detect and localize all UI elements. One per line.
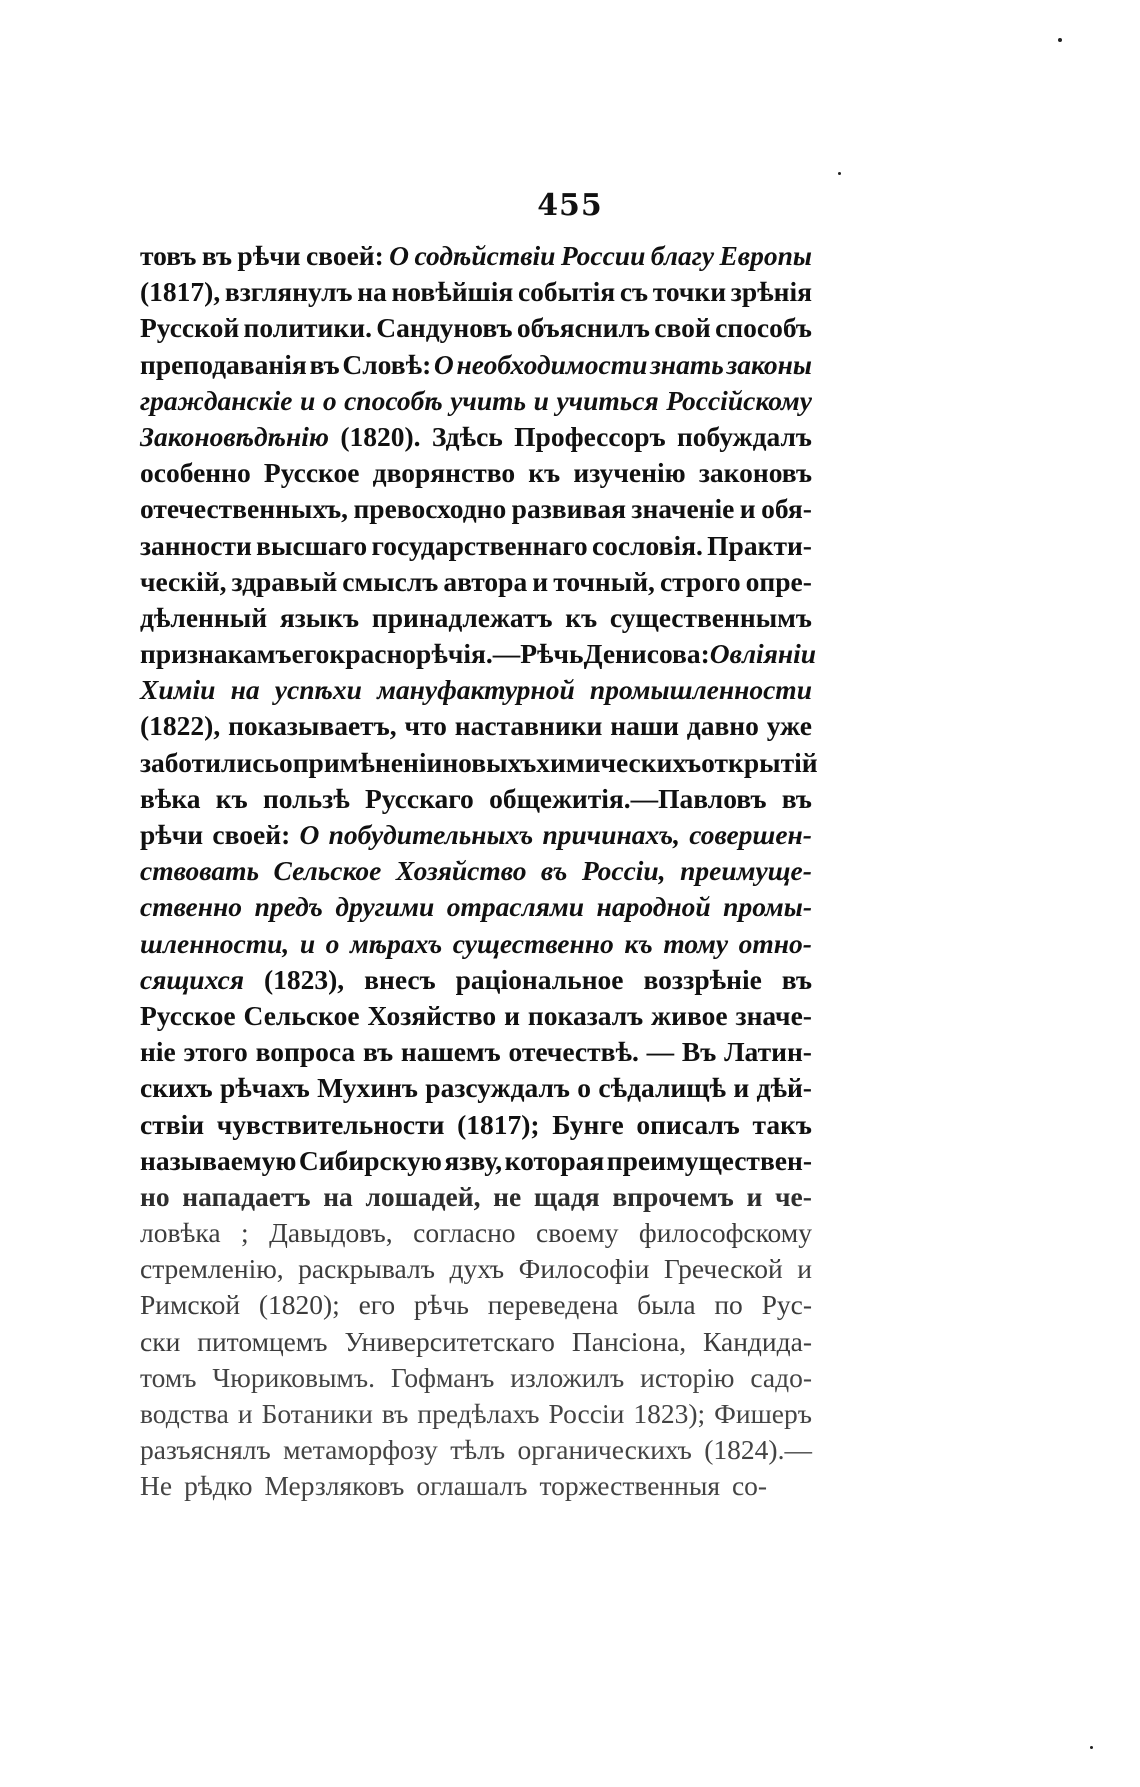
scan-speck [838,172,841,175]
text-line [140,1215,812,1251]
text-word: ствовать [140,855,260,887]
text-word: и [733,1072,750,1104]
text-word: пользѣ [262,782,350,814]
text-word: внесъ [364,963,436,995]
text-word: раціональное [455,963,624,995]
text-word: Фишеръ [714,1398,812,1429]
text-word: точный, [553,565,655,597]
text-word: обя- [761,493,812,525]
text-word: что [404,710,447,742]
text-word: вопроса [255,1036,356,1068]
text-line [140,1251,812,1287]
text-line [140,383,812,419]
text-word: ніе [140,1036,176,1068]
text-word: Греческой [663,1253,783,1285]
text-word: Русское [140,999,236,1031]
text-word: Европы [719,240,812,271]
text-word: о [322,384,337,416]
text-word: языкъ [279,601,360,633]
text-word: законовъ [698,457,812,489]
text-word: и [299,927,316,959]
text-word: общежитія.—Павловъ [489,782,767,814]
text-word: и [237,1398,253,1429]
text-word: взглянулъ [224,276,353,308]
text-word: въ [781,782,812,814]
text-word: язву, [444,1144,503,1176]
text-word: Законовѣдѣнію [140,420,329,452]
text-word: рѣчь [413,1289,469,1321]
text-line [140,1070,812,1106]
text-word: воззрѣніе [643,963,762,995]
text-word: рѣчахъ [219,1072,310,1104]
text-word: Мерзляковъ [264,1470,405,1502]
text-word: своему [536,1217,619,1249]
text-word: О [709,638,730,670]
text-word: не [493,1180,522,1212]
text-word: своей: [305,240,384,271]
text-word: точки [652,276,727,308]
text-word: Чюриковымъ. [212,1361,375,1393]
text-word: автора [443,565,528,597]
text-word: Хозяйство [367,999,497,1031]
text-word: примѣненіи [292,746,443,778]
text-word: наши [610,710,679,742]
text-word: раскрывалъ [298,1253,435,1285]
text-word: ловѣка [140,1217,221,1249]
text-word: мѣрахъ [349,927,443,959]
text-word: Денисова: [583,638,710,670]
text-word: сословія. [591,529,703,561]
text-word: Мухинъ [317,1072,418,1104]
text-word: шленности, [140,927,290,959]
text-word: Сельское [273,855,382,887]
text-word: необходимости [456,348,648,380]
text-word: (1823), [263,963,345,995]
text-line [140,781,812,817]
text-word: въ [540,855,568,887]
text-word: впрочемъ [612,1180,734,1212]
text-word: способъ [715,312,812,344]
text-line [140,1143,812,1179]
text-word: ствіи [140,1108,205,1140]
text-word: государственнаго [371,529,588,561]
text-line [140,310,812,346]
text-word: промы- [723,891,812,923]
text-word: въ [781,963,812,995]
text-word: сящихся [140,963,245,995]
text-line [140,817,812,853]
text-word: рѣчи [140,819,204,850]
text-word: стремленію, [140,1253,284,1285]
text-word: причинахъ, [542,819,680,850]
text-word: ски [140,1325,181,1357]
text-word: другими [335,891,435,923]
text-word: въ [362,1036,394,1068]
text-word: Русское [263,457,360,489]
text-word: че- [775,1180,812,1212]
text-word: химическихъ [536,746,702,778]
text-word: преимуществен- [606,1144,812,1176]
text-word: Рус- [761,1289,812,1321]
text-word: его [291,638,330,670]
text-word: высшаго [256,529,368,561]
text-word: своей: [212,819,291,850]
text-word: къ [215,782,248,814]
text-line [140,1034,812,1070]
text-line [140,274,812,310]
text-word: скихъ [140,1072,213,1104]
text-word: Россіи [548,1398,625,1429]
text-word: въ [201,240,233,271]
text-word: тому [663,927,729,959]
text-word: Ботаники [261,1398,373,1429]
text-word: торжественныя [539,1470,720,1502]
text-word: такъ [752,1108,812,1140]
text-word: Кандида- [703,1325,812,1357]
text-word: сѣдалищѣ [598,1072,726,1104]
text-word: и [533,384,549,416]
text-line [140,491,812,527]
text-word: дворянство [372,457,516,489]
text-word: О [299,819,320,850]
text-word: о [577,1072,592,1104]
text-word: Профессоръ [514,420,666,452]
text-word: водства [140,1398,229,1429]
text-word: занности [140,529,252,561]
body-text [140,238,818,1505]
text-word: на [230,674,260,706]
text-word: духъ [449,1253,505,1285]
text-word: исторію [640,1361,735,1393]
text-word: называемую [140,1144,297,1176]
text-word: (1822), [140,710,221,742]
text-word: по [714,1289,743,1321]
text-word: Практи- [707,529,812,561]
text-word: томъ [140,1361,197,1393]
text-word: новѣйшія [391,276,514,308]
text-word: благу [650,240,715,271]
text-word: признакамъ [140,638,292,670]
text-word: садо- [750,1361,812,1393]
text-word: (1820); [258,1289,340,1321]
text-word: Пансіона, [571,1325,687,1357]
text-word: разъяснялъ [140,1434,271,1466]
text-word: Россійскому [666,384,812,416]
text-word: Университетскаго [344,1325,555,1357]
text-word: содѣйствіи [414,240,556,271]
text-word: гражданскіе [140,384,293,416]
text-word: существенно [452,927,614,959]
scan-speck [1058,38,1062,42]
text-word: Бунге [552,1108,624,1140]
text-word: Русскаго [364,782,474,814]
text-word: вѣка [140,782,201,814]
text-word: Давыдовъ, [269,1217,393,1249]
text-word: Римской [140,1289,241,1321]
text-line [140,528,812,564]
text-line [140,1468,812,1504]
text-word: Россіи, [581,855,666,887]
text-word: Здѣсь [431,420,503,452]
text-word: метаморфозу [283,1434,438,1466]
text-word: предѣлахъ [417,1398,540,1429]
text-word: и [746,1180,763,1212]
text-word: питомцемъ [197,1325,328,1357]
text-line [140,672,812,708]
text-word: живое [651,999,728,1031]
text-word: со- [731,1470,768,1502]
text-word: этого [183,1036,248,1068]
text-word: предъ [254,891,323,923]
text-word: отечественныхъ, [140,493,349,525]
text-word: товъ [140,240,197,271]
text-word: о [325,927,340,959]
text-word: значе- [735,999,812,1031]
text-word: и [504,999,520,1031]
text-word: уже [766,710,812,742]
text-word: Гофманъ [390,1361,495,1393]
text-word: существеннымъ [609,601,812,633]
text-word: разсуждалъ [425,1072,570,1104]
text-word: къ [565,601,598,633]
text-word: о [278,746,293,778]
text-word: тѣлъ [450,1434,506,1466]
text-word: (1824).— [704,1434,812,1466]
text-line [140,962,812,998]
text-line [140,889,812,925]
text-word: оглашалъ [416,1470,528,1502]
text-line [140,1360,812,1396]
text-word: въ [381,1398,409,1429]
text-word: наставники [454,710,603,742]
text-word: новыхъ [442,746,537,778]
text-word: О [389,240,410,271]
text-word: 1823); [633,1398,706,1429]
text-word: описалъ [636,1108,740,1140]
text-word: ческій, [140,565,227,597]
text-word: открытій [701,746,818,778]
text-word: и [739,493,756,525]
text-word: смыслъ [342,565,439,597]
text-word: Словѣ: [342,348,432,380]
text-word: законы [726,348,812,380]
text-word: переведена [487,1289,619,1321]
text-line [140,636,817,672]
text-word: зрѣнія [730,276,812,308]
text-word: знать [650,348,724,380]
text-line [140,853,812,889]
text-line [140,926,812,962]
text-word: О [433,348,454,380]
text-word: изученію [573,457,686,489]
text-line [140,1396,812,1432]
text-line [140,419,812,455]
text-word: показываетъ, [228,710,397,742]
text-word: ; [241,1217,249,1249]
text-word: Въ [681,1036,717,1068]
scan-speck [1090,1746,1093,1749]
text-word: способѣ [344,384,443,416]
text-word: Сандуновъ [376,312,513,344]
text-word: заботились [140,746,279,778]
text-word: Сельское [243,999,360,1031]
text-word: особенно [140,457,251,489]
text-word: строго [659,565,741,597]
text-line [140,1432,812,1468]
text-word: Русской [140,312,240,344]
text-word: учиться [556,384,659,416]
page-number: 455 [537,188,603,223]
text-word: но [140,1180,170,1212]
text-word: рѣдко [184,1470,253,1502]
text-word: событія [517,276,616,308]
text-word: развивая [511,493,626,525]
text-word: показалъ [527,999,644,1031]
text-word: дѣй- [756,1072,812,1104]
text-word: России [560,240,646,271]
text-word: органическихъ [517,1434,692,1466]
text-word: ственно [140,891,243,923]
text-word: народной [596,891,711,923]
text-word: и [797,1253,812,1285]
text-word: и [300,384,316,416]
text-word: Сибирскую [298,1144,442,1176]
text-word: рѣчи [237,240,301,271]
text-word: опре- [745,565,812,597]
text-word: превосходно [353,493,507,525]
text-word: здравый [231,565,338,597]
text-line [140,1287,812,1323]
text-word: преподаванія [140,348,307,380]
text-word: политики. [243,312,372,344]
text-word: которая [504,1144,605,1176]
text-word: нападаетъ [182,1180,311,1212]
text-word: отно- [738,927,812,959]
text-word: къ [624,927,653,959]
text-line [140,564,812,600]
text-line [140,708,812,744]
text-line [140,600,812,636]
text-word: (1817); [457,1108,540,1140]
text-word: Латин- [724,1036,812,1068]
text-word: промышленности [589,674,812,706]
text-line [140,1107,812,1143]
text-word: съ [619,276,649,308]
text-word: дѣленный [140,601,268,633]
text-word: нашемъ [400,1036,501,1068]
text-word: успѣхи [274,674,362,706]
text-word: (1817), [140,276,221,308]
text-word: была [637,1289,696,1321]
text-word: свой [654,312,711,344]
text-word: побудительныхъ [328,819,534,850]
text-word: (1820). [340,420,421,452]
text-word: краснорѣчія.—Рѣчь [329,638,584,670]
text-word: чувствительности [216,1108,445,1140]
text-word: на [357,276,387,308]
text-word: учить [450,384,527,416]
text-word: въ [309,348,340,380]
text-word: отечествѣ. [508,1036,639,1068]
text-word: согласно [413,1217,516,1249]
text-word: — [646,1036,675,1068]
text-line [140,745,818,781]
text-line [140,347,812,383]
text-word: преимуще- [680,855,812,887]
text-word: на [323,1180,353,1212]
text-word: Не [140,1470,173,1502]
text-word: изложилъ [510,1361,625,1393]
text-word: философскому [638,1217,812,1249]
text-line [140,1179,812,1215]
text-line [140,1324,812,1360]
text-word: принадлежатъ [371,601,553,633]
text-word: давно [686,710,759,742]
text-word: мануфактурной [377,674,575,706]
text-word: объяснилъ [516,312,650,344]
text-word: къ [528,457,561,489]
text-line [140,238,812,274]
text-word: Философіи [518,1253,650,1285]
text-word: щадя [533,1180,600,1212]
text-word: Химіи [140,674,216,706]
text-word: и [532,565,549,597]
text-line [140,998,812,1034]
text-word: вліяніи [729,638,817,670]
text-word: лошадей, [365,1180,481,1212]
text-word: побуждалъ [676,420,812,452]
text-word: значеніе [631,493,735,525]
text-word: Хозяйство [395,855,527,887]
text-word: отраслями [446,891,585,923]
text-line [140,455,812,491]
text-word: его [358,1289,396,1321]
text-word: совершен- [689,819,812,850]
